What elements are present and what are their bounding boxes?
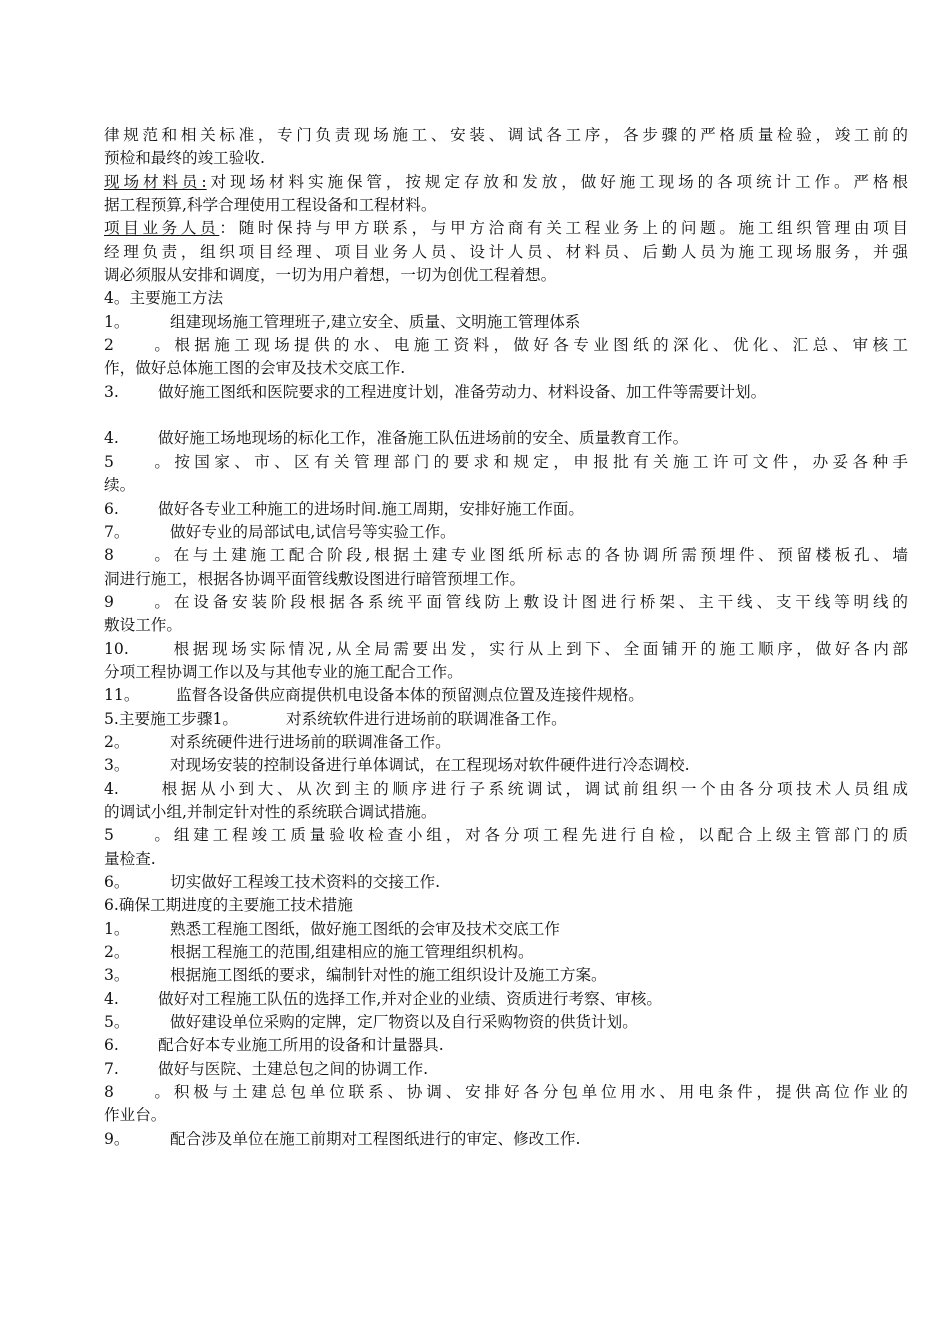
section-heading-construction-steps	[104, 708, 908, 731]
item-number: 7.	[104, 1059, 119, 1078]
list-item	[104, 964, 908, 987]
role-description: ：随时保持与甲方联系，与甲方洽商有关工程业务上的问题。施工组织管理由项目	[219, 219, 908, 238]
role-label-site-material-clerk: 现场材料员:	[104, 172, 207, 191]
item-text: 监督各设备供应商提供机电设备本体的预留测点位置及连接件规格。	[176, 686, 644, 705]
list-item	[104, 1128, 908, 1151]
item-text: 按国家、市、区有关管理部门的要求和规定，申报批有关施工许可文件，办妥各种手	[170, 452, 908, 471]
item-text: 配合好本专业施工所用的设备和计量器具.	[158, 1036, 444, 1055]
list-item	[104, 1081, 908, 1104]
item-text: 做好与医院、土建总包之间的协调工作.	[158, 1059, 429, 1078]
item-number: 6。	[104, 873, 130, 891]
item-text: 根据工程施工的范围,组建相应的施工管理组织机构。	[170, 943, 534, 962]
item-text: 做好施工图纸和医院要求的工程进度计划，准备劳动力、材料设备、加工件等需要计划。	[158, 382, 767, 401]
text-line: 洞进行施工，根据各协调平面管线敷设图进行暗管预埋工作。	[104, 569, 526, 588]
list-item	[104, 918, 908, 941]
item-text: 在与土建施工配合阶段,根据土建专业图纸所标志的各协调所需预埋件、预留楼板孔、墙	[170, 546, 908, 565]
item-text: 根据施工图纸的要求，编制针对性的施工组织设计及施工方案。	[170, 966, 607, 985]
list-item	[104, 824, 908, 847]
list-item	[104, 334, 908, 357]
list-item	[104, 498, 908, 521]
text-line: 作，做好总体施工图的会审及技术交底工作.	[104, 359, 406, 378]
role-label-project-business-staff: 项目业务人员	[104, 219, 220, 238]
item-text: 做好对工程施工队伍的选择工作,并对企业的业绩、资质进行考察、审核。	[158, 989, 662, 1008]
list-item	[104, 591, 908, 614]
text-line	[104, 217, 908, 240]
text-line: 量检查.	[104, 849, 156, 868]
text-line	[104, 171, 908, 194]
item-text: 对系统硬件进行进场前的联调准备工作。	[170, 732, 451, 751]
list-item	[104, 427, 908, 450]
text-line: 预检和最终的竣工验收.	[104, 149, 265, 168]
list-item	[104, 1034, 908, 1057]
item-number: 1。	[104, 919, 130, 938]
role-description: 对现场材料实施保管，按规定存放和发放，做好施工现场的各项统计工作。严格根	[206, 172, 908, 191]
item-number: 2。	[104, 732, 130, 751]
section-heading-schedule-measures: 6.确保工期进度的主要施工技术措施	[104, 896, 353, 915]
item-number: 3。	[104, 756, 130, 775]
item-text: 做好专业的局部试电,试信号等实验工作。	[170, 522, 456, 541]
item-number: 6.	[104, 1036, 119, 1055]
section-heading-construction-methods: 4。主要施工方法	[104, 289, 224, 308]
item-text: 做好施工场地现场的标化工作，准备施工队伍进场前的安全、质量教育工作。	[158, 429, 689, 448]
list-item	[104, 451, 908, 474]
item-text: 对系统软件进行进场前的联调准备工作。	[285, 709, 567, 728]
text-line: 调必须服从安排和调度，一切为用户着想，一切为创优工程着想。	[104, 266, 557, 285]
item-text: 配合涉及单位在施工前期对工程图纸进行的审定、修改工作.	[170, 1129, 581, 1148]
text-line: 敷设工作。	[104, 616, 182, 635]
blank-line	[104, 404, 908, 427]
item-number: 4.	[104, 779, 119, 798]
list-item	[104, 521, 908, 544]
item-number: 5。	[104, 826, 170, 845]
item-number: 2。	[104, 943, 130, 962]
text-line: 续。	[104, 476, 136, 495]
text-line: 律规范和相关标准，专门负责现场施工、安装、调试各工序，各步骤的严格质量检验，竣工前的	[104, 126, 908, 144]
item-number: 4.	[104, 429, 119, 448]
item-number: 4.	[104, 989, 119, 1008]
list-item	[104, 871, 908, 894]
list-item	[104, 731, 908, 754]
item-text: 根据施工现场提供的水、电施工资料，做好各专业图纸的深化、优化、汇总、审核工	[170, 336, 908, 355]
document-body	[104, 124, 908, 1151]
list-item	[104, 684, 908, 707]
item-text: 积极与土建总包单位联系、协调、安排好各分包单位用水、用电条件，提供高位作业的	[170, 1083, 908, 1102]
item-number: 8。	[104, 546, 170, 565]
item-number: 7。	[104, 522, 130, 541]
list-item	[104, 778, 908, 801]
item-text: 组建工程竣工质量验收检查小组，对各分项工程先进行自检，以配合上级主管部门的质	[170, 826, 908, 845]
item-text: 根据从小到大、从次到主的顺序进行子系统调试，调试前组织一个由各分项技术人员组成	[158, 779, 908, 798]
item-text: 根据现场实际情况,从全局需要出发，实行从上到下、全面铺开的施工顺序，做好各内部	[170, 639, 908, 658]
list-item	[104, 941, 908, 964]
item-number: 5。	[104, 452, 170, 471]
item-number: 8。	[104, 1083, 170, 1102]
list-item	[104, 544, 908, 567]
text-line: 分项工程协调工作以及与其他专业的施工配合工作。	[104, 662, 463, 681]
list-item	[104, 1011, 908, 1034]
item-number: 6.	[104, 499, 119, 518]
list-item	[104, 988, 908, 1011]
text-line: 的调试小组,并制定针对性的系统联合调试措施。	[104, 802, 437, 821]
list-item	[104, 1058, 908, 1081]
item-text: 做好各专业工种施工的进场时间.施工周期，安排好施工作面。	[158, 499, 584, 518]
item-number: 1。	[104, 312, 130, 331]
item-text: 对现场安装的控制设备进行单体调试，在工程现场对软件硬件进行冷态调校.	[170, 756, 690, 775]
list-item	[104, 638, 908, 661]
item-number: 2。	[104, 336, 170, 355]
item-number: 3。	[104, 966, 130, 985]
item-text: 熟悉工程施工图纸，做好施工图纸的会审及技术交底工作	[170, 919, 560, 938]
item-number: 9。	[104, 592, 170, 611]
item-number: 10.	[104, 639, 129, 658]
item-text: 在设备安装阶段根据各系统平面管线防上敷设计图进行桥架、主干线、支干线等明线的	[170, 592, 908, 611]
text-line: 经理负责，组织项目经理、项目业务人员、设计人员、材料员、后勤人员为施工现场服务，并强	[104, 242, 908, 261]
item-text: 切实做好工程竣工技术资料的交接工作.	[170, 873, 441, 891]
item-text: 组建现场施工管理班子,建立安全、质量、文明施工管理体系	[170, 312, 581, 331]
text-line: 据工程预算,科学合理使用工程设备和工程材料。	[104, 196, 437, 215]
list-item	[104, 381, 908, 404]
item-number: 11。	[104, 686, 140, 705]
item-number: 3.	[104, 382, 119, 401]
item-number: 9。	[104, 1129, 130, 1148]
list-item	[104, 754, 908, 777]
list-item	[104, 311, 908, 334]
item-number: 5。	[104, 1013, 130, 1032]
text-line: 作业台。	[104, 1106, 167, 1125]
heading-text: 5.主要施工步骤1。	[104, 709, 238, 728]
item-text: 做好建设单位采购的定牌，定厂物资以及自行采购物资的供货计划。	[170, 1013, 638, 1032]
